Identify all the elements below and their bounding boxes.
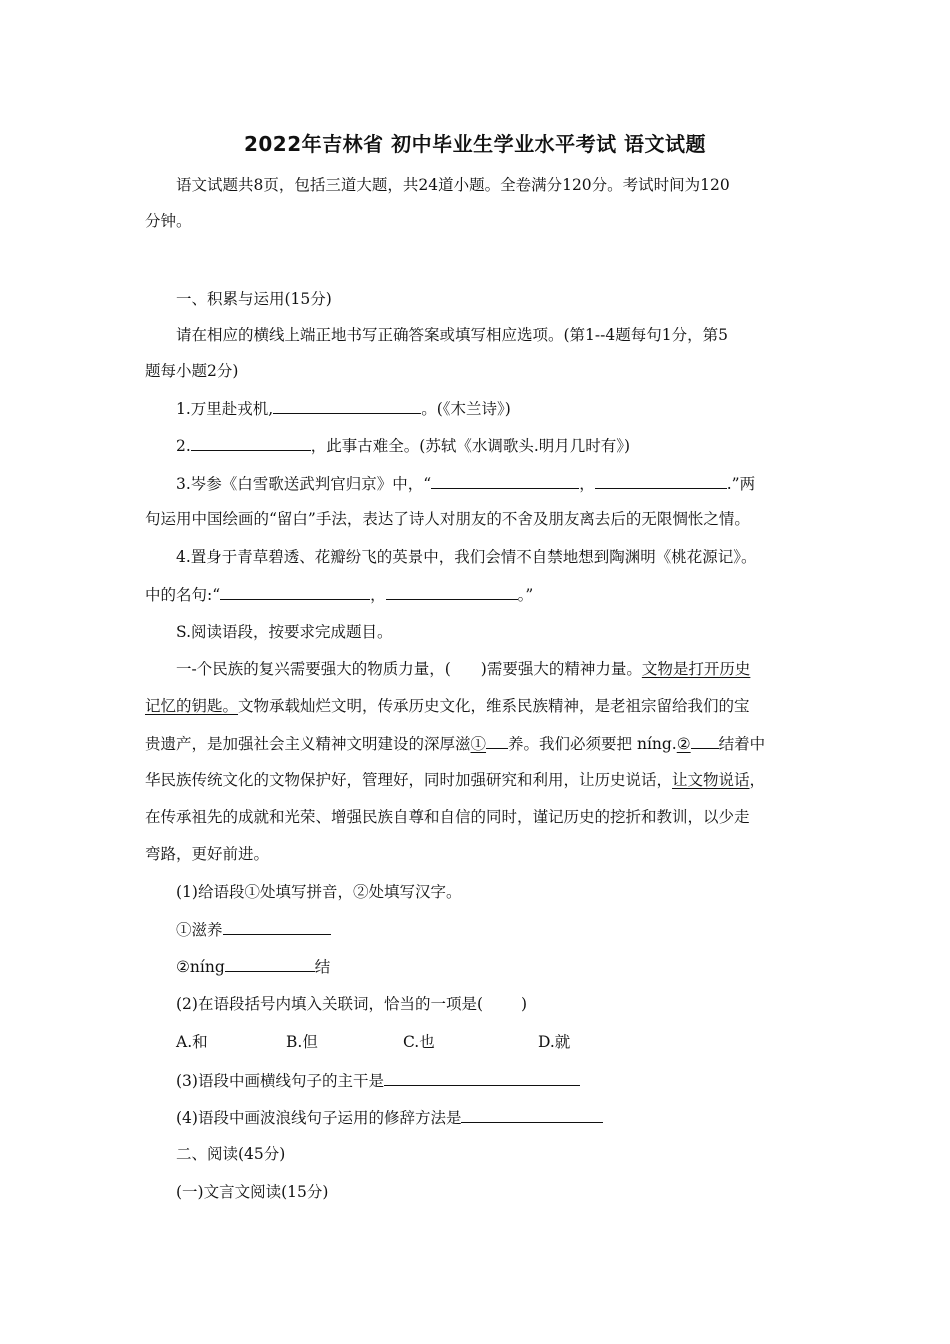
- marker-1: ①: [470, 735, 487, 753]
- passage-text: 文物承载灿烂文明，传承历史文化，维系民族精神，是老祖宗留给我们的宝: [238, 697, 750, 715]
- option-d[interactable]: D.就: [538, 1033, 571, 1051]
- option-c[interactable]: C.也: [403, 1033, 435, 1051]
- passage-line-5: 在传承祖先的成就和光荣、增强民族自尊和自信的同时，谨记历史的挖折和教训，以少走: [145, 808, 750, 826]
- sub1b-suffix: 结: [314, 958, 331, 976]
- options-row: [176, 1031, 806, 1053]
- passage-text: )需要强大的精神力量。: [480, 660, 642, 678]
- question-3: [176, 472, 806, 495]
- sub-question-2: [176, 993, 806, 1015]
- q2-answer-blank[interactable]: [191, 434, 311, 451]
- passage-text: 一-个民族的复兴需要强大的物质力量，(: [176, 660, 451, 678]
- question-3-cont: 句运用中国绘画的“留白”手法，表达了诗人对朋友的不舍及朋友离去后的无限惆怅之情。: [145, 510, 750, 528]
- sub3-text: (3)语段中画横线句子的主干是: [176, 1072, 384, 1090]
- question-1: [176, 397, 806, 420]
- underlined-sentence-cont: 记忆的钥匙。: [145, 697, 239, 715]
- marker-2: ②: [676, 735, 691, 753]
- section-1-heading: 一、积累与运用(15分): [176, 290, 332, 308]
- question-2: [176, 434, 806, 457]
- q1-prefix: 1.万里赴戎机,: [176, 400, 274, 418]
- page-title: 2022年吉林省 初中毕业生学业水平考试 语文试题: [243, 132, 707, 156]
- q4-answer-blank-1[interactable]: [220, 583, 370, 600]
- section-2-subheading: (一)文言文阅读(15分): [176, 1183, 329, 1201]
- sub-question-1a: [176, 918, 806, 941]
- hanzi-answer-blank[interactable]: [225, 955, 315, 972]
- marker-2-blank[interactable]: [691, 732, 719, 749]
- q3-answer-blank-2[interactable]: [595, 472, 727, 489]
- q1-suffix: 。(《木兰诗》): [421, 400, 511, 418]
- q3-answer-blank-1[interactable]: [431, 472, 579, 489]
- q2-prefix: 2.: [176, 437, 191, 455]
- question-5-heading: S.阅读语段，按要求完成题目。: [176, 623, 393, 641]
- passage-line-4: [145, 769, 805, 791]
- sub-question-4: [176, 1106, 806, 1129]
- sub-question-1b: [176, 955, 806, 978]
- intro-line-2: 分钟。: [145, 212, 192, 230]
- sub3-answer-blank[interactable]: [384, 1069, 580, 1086]
- sub1b-label: ②níng: [176, 958, 225, 976]
- intro-line-1: 语文试题共8页，包括三道大题，共24道小题。全卷满分120分。考试时间为120: [176, 176, 730, 194]
- sub-question-3: [176, 1069, 806, 1092]
- passage-line-2: [145, 695, 805, 717]
- q3-prefix: 3.岑参《白雪歌送武判官归京》中，“: [176, 475, 432, 493]
- option-b[interactable]: B.但: [286, 1033, 318, 1051]
- sub4-answer-blank[interactable]: [461, 1106, 603, 1123]
- sub-question-1: (1)给语段①处填写拼音，②处填写汉字。: [176, 883, 462, 901]
- pinyin-answer-blank[interactable]: [223, 918, 331, 935]
- q1-answer-blank[interactable]: [273, 397, 421, 414]
- passage-line-1: [176, 658, 806, 680]
- passage-text: ，: [749, 771, 766, 789]
- question-4: 4.置身于青草碧透、花瓣纷飞的英景中，我们会情不自禁地想到陶渊明《桃花源记》。: [176, 548, 757, 566]
- passage-line-6: 弯路，更好前进。: [145, 845, 270, 863]
- marker-1-blank[interactable]: [486, 732, 508, 749]
- passage-text: 华民族传统文化的文物保护好，管理好，同时加强研究和利用，让历史说话，: [145, 771, 673, 789]
- q2-suffix: ，此事古难全。(苏轼《水调歌头.明月几时有》): [310, 437, 631, 455]
- sub2-paren-close: ): [521, 995, 528, 1013]
- passage-text: 养。我们必须要把 níng.: [508, 735, 677, 753]
- passage-text: 结着中: [718, 735, 766, 753]
- sub2-text: (2)在语段括号内填入关联词，恰当的一项是(: [176, 995, 484, 1013]
- q3-mid: ，: [579, 475, 595, 493]
- section-1-instruction-cont: 题每小题2分): [145, 362, 239, 380]
- q4-mid: ，: [370, 586, 386, 604]
- q4-suffix: 。”: [517, 586, 534, 604]
- sub1a-label: ①滋养: [176, 921, 223, 939]
- section-2-heading: 二、阅读(45分): [176, 1145, 286, 1163]
- sub4-text: (4)语段中画波浪线句子运用的修辞方法是: [176, 1109, 462, 1127]
- passage-text: 贵遗产，是加强社会主义精神文明建设的深厚滋: [145, 735, 471, 753]
- q4-prefix: 中的名句:“: [145, 586, 221, 604]
- q4-answer-blank-2[interactable]: [386, 583, 518, 600]
- question-4-cont: [145, 583, 805, 606]
- q3-suffix: .”两: [726, 475, 756, 493]
- underlined-sentence: 文物是打开历史: [641, 660, 751, 678]
- option-a[interactable]: A.和: [176, 1033, 208, 1051]
- passage-line-3: [145, 732, 805, 755]
- wavy-underlined-sentence: 让文物说话: [672, 771, 750, 789]
- section-1-instruction: 请在相应的横线上端正地书写正确答案或填写相应选项。(第1--4题每句1分，第5: [176, 326, 728, 344]
